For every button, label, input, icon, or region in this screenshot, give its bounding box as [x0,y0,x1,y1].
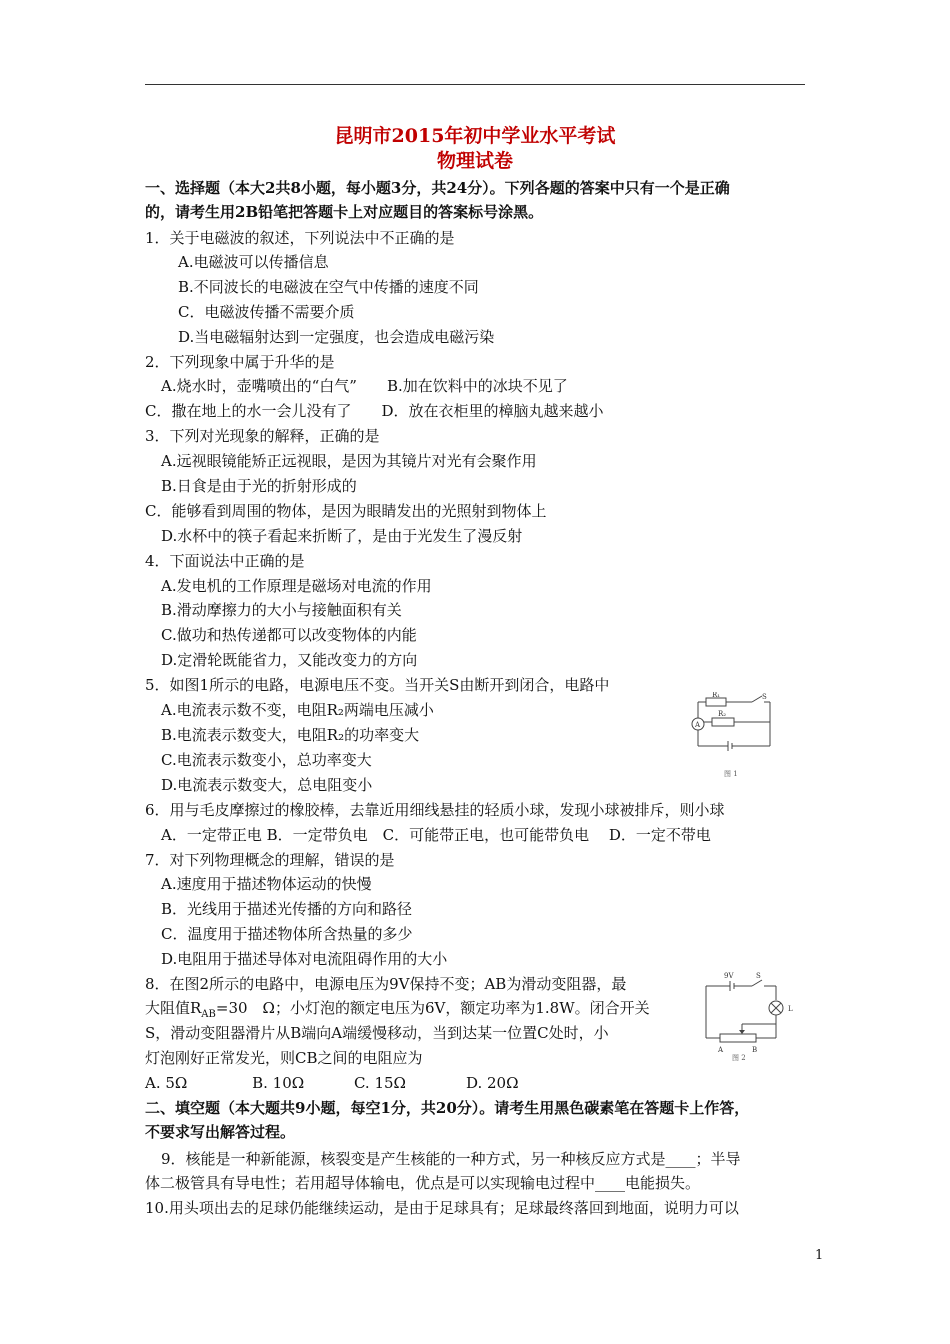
q1-option-a: A.电磁波可以传播信息 [178,253,329,271]
q8-line4: 灯泡刚好正常发光，则CB之间的电阻应为 [145,1049,423,1067]
fig2-rheostat [720,1034,756,1042]
q3-option-d: D.水杯中的筷子看起来折断了，是由于光发生了漫反射 [161,527,523,545]
fig1-caption: 图 1 [724,770,738,778]
exam-title: 昆明市2015年初中学业水平考试 [334,125,616,147]
fig1-switch-blade [752,696,762,702]
q3-stem: 3．下列对光现象的解释，正确的是 [145,427,380,445]
q4-option-b: B.滑动摩擦力的大小与接触面积有关 [161,601,402,619]
q1-option-c: C．电磁波传播不需要介质 [178,303,355,321]
q6-options: A．一定带正电 B．一定带负电 C．可能带正电，也可能带负电 D．一定不带电 [161,826,711,844]
q3-option-a: A.远视眼镜能矫正远视眼，是因为其镜片对光有会聚作用 [161,452,537,470]
q5-option-b: B.电流表示数变大，电阻R₂的功率变大 [161,726,420,744]
q2-options-ab: A.烧水时，壶嘴喷出的“白气” B.加在饮料中的冰块不见了 [161,377,568,395]
q5-option-d: D.电流表示数变大，总电阻变小 [161,776,373,794]
q7-option-c: C．温度用于描述物体所含热量的多少 [161,925,413,943]
fig1-r1-label: R₁ [712,692,721,699]
q3-option-c: C．能够看到周围的物体，是因为眼睛发出的光照射到物体上 [145,502,547,520]
q5-stem: 5．如图1所示的电路，电源电压不变。当开关S由断开到闭合，电路中 [145,676,610,694]
q8-line2-b: =30 Ω；小灯泡的额定电压为6V，额定功率为1.8W。闭合开关 [215,999,650,1017]
q1-option-b: B.不同波长的电磁波在空气中传播的速度不同 [178,278,479,296]
fig2-caption: 图 2 [732,1054,746,1062]
fig1-r2-resistor [712,718,734,726]
figure2-circuit [700,968,800,1066]
exam-subtitle: 物理试卷 [436,150,513,172]
section1-heading-line2: 的，请考生用2B铅笔把答题卡上对应题目的答案标号涂黑。 [145,203,544,221]
fig1-switch-label: S [762,693,767,701]
q2-stem: 2．下列现象中属于升华的是 [145,353,335,371]
figure1-circuit [684,692,784,786]
fig2-slider-arrow [739,1030,745,1034]
q7-option-b: B．光线用于描述光传播的方向和路径 [161,900,413,918]
fig2-switch-blade [752,980,762,986]
q8-line2-sub: AB [201,1009,216,1020]
fig2-voltage-label: 9V [724,972,734,980]
header-rule [145,84,805,85]
q7-option-d: D.电阻用于描述导体对电流阻碍作用的大小 [161,950,448,968]
q9-line2: 体二极管具有导电性；若用超导体输电，优点是可以实现输电过程中____电能损失。 [145,1174,701,1192]
fig1-r2-label: R₂ [718,710,727,718]
q8-options: A. 5Ω B. 10Ω C. 15Ω D. 20Ω [145,1074,519,1092]
q6-stem: 6．用与毛皮摩擦过的橡胶棒，去靠近用细线悬挂的轻质小球，发现小球被排斥，则小球 [145,801,725,819]
q1-stem: 1．关于电磁波的叙述，下列说法中不正确的是 [145,229,455,247]
q7-option-a: A.速度用于描述物体运动的快慢 [161,875,372,893]
q4-option-c: C.做功和热传递都可以改变物体的内能 [161,626,417,644]
q8-line3: S，滑动变阻器滑片从B端向A端缓慢移动，当到达某一位置C处时，小 [145,1024,609,1042]
page-number: 1 [815,1248,824,1263]
q1-option-d: D.当电磁辐射达到一定强度，也会造成电磁污染 [178,328,495,346]
fig2-lamp-label: L [788,1005,793,1013]
section2-heading-line1: 二、填空题（本大题共9小题，每空1分，共20分）。请考生用黑色碳素笔在答题卡上作答， [145,1099,750,1117]
q10-line1: 10.用头项出去的足球仍能继续运动，是由于足球具有；足球最终落回到地面，说明力可以 [145,1199,739,1217]
q3-option-b: B.日食是由于光的折射形成的 [161,477,357,495]
fig1-r1-resistor [706,698,726,706]
q8-line1: 8．在图2所示的电路中，电源电压为9V保持不变；AB为滑动变阻器，最 [145,975,627,993]
q2-options-cd: C．撒在地上的水一会儿没有了 D．放在衣柜里的樟脑丸越来越小 [145,402,604,420]
q4-option-a: A.发电机的工作原理是磁场对电流的作用 [161,577,432,595]
q5-option-c: C.电流表示数变小，总功率变大 [161,751,372,769]
q4-stem: 4．下面说法中正确的是 [145,552,305,570]
q4-option-d: D.定滑轮既能省力，又能改变力的方向 [161,651,418,669]
q5-option-a: A.电流表示数不变，电阻R₂两端电压减小 [161,701,434,719]
section1-heading-line1: 一、选择题（本大2共8小题，每小题3分，共24分）。下列各题的答案中只有一个是正确 [145,179,730,197]
fig2-a-label: A [718,1046,724,1054]
fig2-switch-label: S [756,972,761,980]
q7-stem: 7．对下列物理概念的理解，错误的是 [145,851,395,869]
q8-line2 [145,998,650,1025]
q9-line1: 9．核能是一种新能源，核裂变是产生核能的一种方式，另一种核反应方式是____；半导 [161,1150,741,1168]
q8-line2-a: 大阻值R [145,999,202,1017]
fig2-b-label: B [752,1046,758,1054]
section2-heading-line2: 不要求写出解答过程。 [145,1123,296,1141]
fig1-ammeter-label: A [695,721,701,729]
